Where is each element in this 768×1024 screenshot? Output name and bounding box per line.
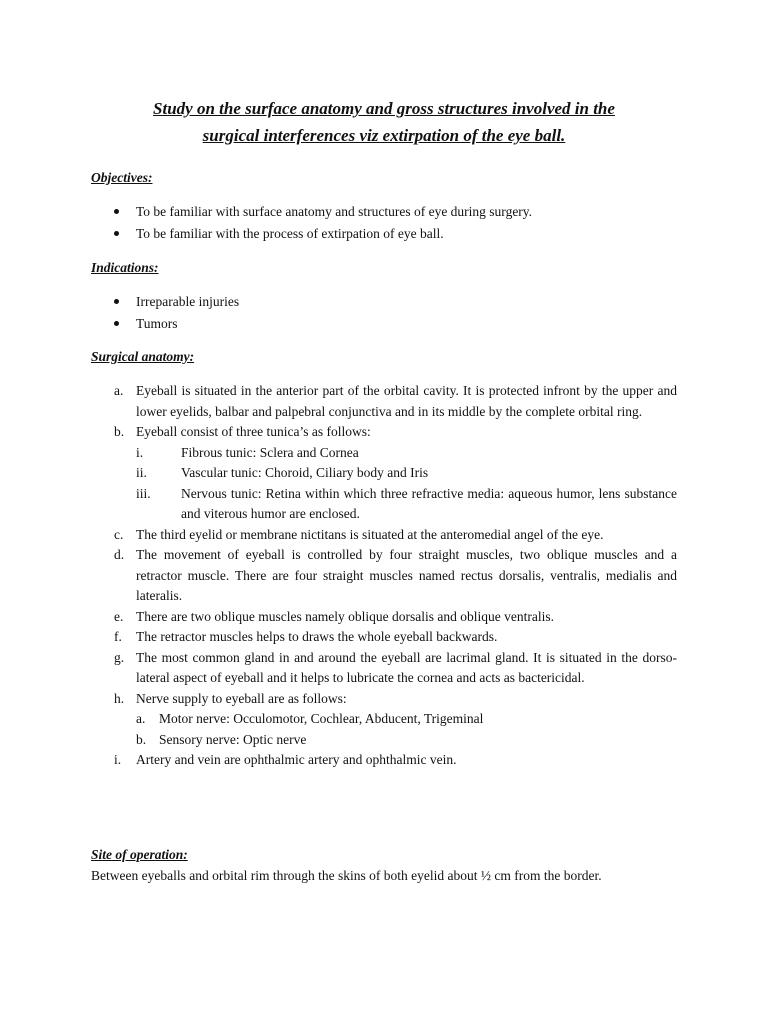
anatomy-item-text: Artery and vein are ophthalmic artery and ophthalmic vein.: [136, 752, 457, 767]
nerve-item-text: Motor nerve: Occulomotor, Cochlear, Abducent, Trigeminal: [159, 711, 484, 726]
list-marker: f.: [114, 629, 122, 644]
objectives-item-text: To be familiar with surface anatomy and structures of eye during surgery.: [136, 204, 533, 219]
objectives-list: [91, 201, 677, 245]
bullet-icon: [114, 231, 119, 236]
list-marker: d.: [114, 547, 125, 562]
tunica-item: [136, 484, 677, 525]
list-marker: ii.: [136, 465, 147, 480]
indications-item: [91, 291, 677, 313]
anatomy-item-i: [91, 750, 677, 771]
anatomy-item-text: There are two oblique muscles namely oblique dorsalis and oblique ventralis.: [136, 608, 555, 624]
document-title: [91, 95, 677, 149]
list-marker: e.: [114, 608, 124, 624]
indications-item: [91, 313, 677, 335]
list-marker: i.: [136, 444, 144, 460]
indications-heading: Indications:: [91, 260, 159, 275]
anatomy-item-d: [91, 545, 677, 607]
nerve-item-text: Sensory nerve: Optic nerve: [159, 731, 307, 747]
surgical-anatomy-list: [91, 381, 677, 771]
list-marker: a.: [114, 383, 124, 398]
bullet-icon: [114, 209, 119, 214]
list-marker: b.: [114, 424, 125, 439]
indications-item-text: Tumors: [136, 316, 178, 331]
anatomy-item-f: [91, 627, 677, 648]
tunica-list: [136, 443, 677, 525]
anatomy-item-text: The movement of eyeball is controlled by four straight muscles, two oblique muscles and a retractor muscle. There are four straight muscles named rectus dorsalis, ventralis, medialis and lateralis.: [136, 547, 677, 603]
anatomy-item-text: The third eyelid or membrane nictitans is situated at the anteromedial angel of the eye.: [136, 526, 604, 542]
objectives-item-text: To be familiar with the process of extirpation of eye ball.: [136, 226, 444, 241]
nerve-supply-list: [136, 709, 677, 750]
anatomy-item-h: [91, 689, 677, 751]
anatomy-item-text: Eyeball is situated in the anterior part of the orbital cavity. It is protected infront by the upper and lower eyelids, balbar and palpebral conjunctiva and in its middle by the complete orbital ring.: [136, 383, 677, 419]
anatomy-item-a: [91, 381, 677, 422]
tunica-item-text: Nervous tunic: Retina within which three refractive media: aqueous humor, lens substance and viterous humor are enclosed.: [181, 485, 677, 521]
indications-item-text: Irreparable injuries: [136, 294, 240, 309]
anatomy-item-text: Eyeball consist of three tunica’s as follows:: [136, 424, 371, 439]
anatomy-item-text: The retractor muscles helps to draws the whole eyeball backwards.: [136, 629, 498, 644]
list-marker: b.: [136, 731, 147, 747]
bullet-icon: [114, 321, 119, 326]
list-marker: h.: [114, 690, 125, 706]
objectives-heading: Objectives:: [91, 170, 153, 185]
title-line-2: surgical interferences viz extirpation of the eye ball.: [202, 126, 566, 145]
anatomy-item-text: The most common gland in and around the eyeball are lacrimal gland. It is situated in the dorso- lateral aspect of eyeball and it helps to lubricate the cornea and acts as bactericidal.: [136, 649, 677, 685]
list-marker: c.: [114, 526, 124, 542]
surgical-anatomy-heading: Surgical anatomy:: [91, 349, 195, 364]
anatomy-item-c: [91, 525, 677, 546]
anatomy-item-e: [91, 607, 677, 628]
list-marker: iii.: [136, 485, 151, 501]
anatomy-item-g: [91, 648, 677, 689]
tunica-item: [136, 463, 677, 484]
indications-list: [91, 291, 677, 335]
site-of-operation-text: Between eyeballs and orbital rim through the skins of both eyelid about ½ cm from the border.: [91, 868, 602, 883]
tunica-item-text: Fibrous tunic: Sclera and Cornea: [181, 444, 359, 460]
title-line-1: Study on the surface anatomy and gross structures involved in the: [153, 99, 615, 118]
nerve-item: [136, 730, 677, 751]
anatomy-item-text: Nerve supply to eyeball are as follows:: [136, 690, 347, 706]
tunica-item: [136, 443, 677, 464]
objectives-item: [91, 223, 677, 245]
list-marker: g.: [114, 649, 125, 665]
nerve-item: [136, 709, 677, 730]
anatomy-item-b: [91, 422, 677, 525]
bullet-icon: [114, 299, 119, 304]
list-marker: i.: [114, 752, 122, 767]
list-marker: a.: [136, 711, 146, 726]
tunica-item-text: Vascular tunic: Choroid, Ciliary body and Iris: [181, 465, 429, 480]
site-of-operation-heading: Site of operation:: [91, 847, 188, 862]
objectives-item: [91, 201, 677, 223]
